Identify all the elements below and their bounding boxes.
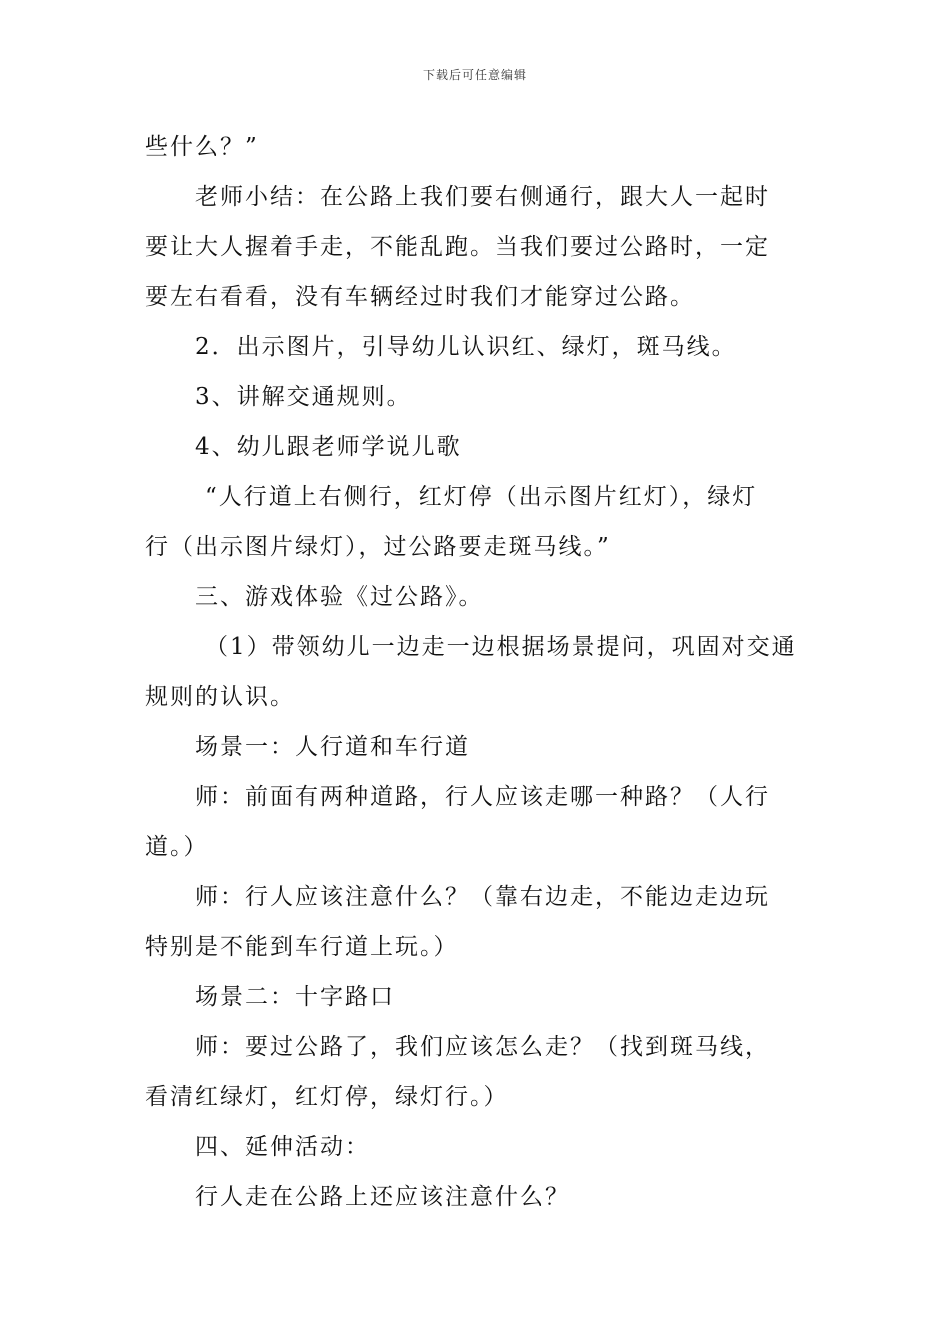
text-line: “人行道上右侧行，红灯停（出示图片红灯），绿灯 [205, 484, 758, 510]
document-body [145, 122, 810, 1222]
paragraph [145, 1122, 810, 1172]
text-line: 行人走在公路上还应该注意什么？ [195, 1184, 570, 1210]
paragraph [145, 1172, 810, 1222]
paragraph [145, 422, 810, 472]
paragraph [145, 1022, 810, 1122]
text-line: 师：行人应该注意什么？（靠右边走，不能边走边玩 [195, 884, 770, 910]
text-line: 看清红绿灯，红灯停，绿灯行。） [145, 1084, 509, 1110]
text-line: 老师小结：在公路上我们要右侧通行，跟大人一起时 [195, 184, 770, 210]
text-line: 道。） [145, 834, 209, 860]
text-line: 行（出示图片绿灯），过公路要走斑马线。” [145, 534, 611, 560]
text-line: 师：要过公路了，我们应该怎么走？（找到斑马线， [195, 1034, 770, 1060]
text-line: 要左右看看，没有车辆经过时我们才能穿过公路。 [145, 284, 695, 310]
text-line: 三、游戏体验《过公路》。 [195, 584, 484, 610]
page-header-note: 下载后可任意编辑 [422, 68, 527, 82]
text-line: 师：前面有两种道路，行人应该走哪一种路？（人行 [195, 784, 770, 810]
paragraph [145, 722, 810, 772]
paragraph [145, 122, 810, 172]
text-line: 3、讲解交通规则。 [195, 384, 412, 410]
text-line: 4、幼儿跟老师学说儿歌 [195, 434, 462, 460]
text-line: 些什么？” [145, 134, 259, 160]
text-line: 2．出示图片，引导幼儿认识红、绿灯，斑马线。 [195, 334, 737, 360]
paragraph [145, 472, 810, 572]
text-line: 场景一：人行道和车行道 [195, 734, 470, 760]
text-line: 特别是不能到车行道上玩。） [145, 934, 459, 960]
paragraph [145, 172, 810, 322]
text-line: 四、延伸活动： [195, 1134, 370, 1160]
paragraph [145, 622, 810, 722]
text-line: （1）带领幼儿一边走一边根据场景提问，巩固对交通 [205, 634, 797, 660]
paragraph [145, 772, 810, 872]
text-line: 规则的认识。 [145, 684, 295, 710]
paragraph [145, 572, 810, 622]
paragraph [145, 972, 810, 1022]
text-line: 场景二：十字路口 [195, 984, 395, 1010]
paragraph [145, 322, 810, 372]
paragraph [145, 372, 810, 422]
text-line: 要让大人握着手走，不能乱跑。当我们要过公路时，一定 [145, 234, 770, 260]
paragraph [145, 872, 810, 972]
